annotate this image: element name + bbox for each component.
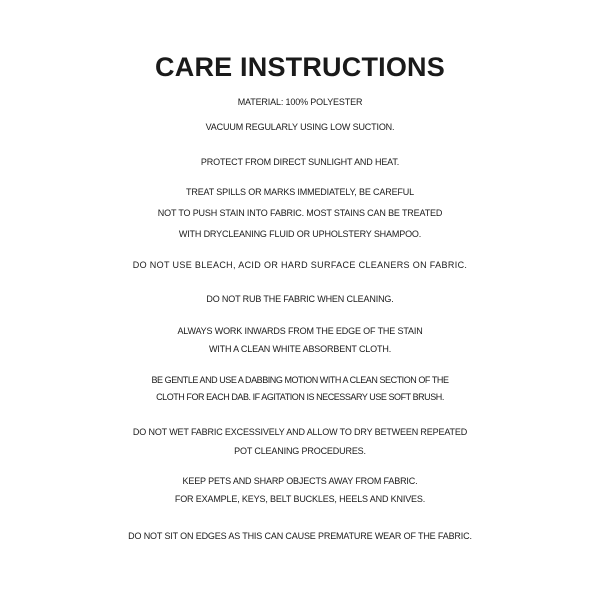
instruction-spills-line-2: NOT TO PUSH STAIN INTO FABRIC. MOST STAINS CAN BE TREATED	[157, 208, 443, 218]
instruction-vacuum: VACUUM REGULARLY USING LOW SUCTION.	[205, 122, 395, 132]
instruction-dabbing-line-2: CLOTH FOR EACH DAB. IF AGITATION IS NECESSARY USE SOFT BRUSH.	[156, 392, 444, 402]
instruction-bleach: DO NOT USE BLEACH, ACID OR HARD SURFACE CLEANERS ON FABRIC.	[132, 260, 468, 270]
instruction-spills-line-1: TREAT SPILLS OR MARKS IMMEDIATELY, BE CAREFUL	[186, 187, 414, 197]
instruction-sunlight: PROTECT FROM DIRECT SUNLIGHT AND HEAT.	[200, 157, 400, 167]
instruction-edge-line-2: WITH A CLEAN WHITE ABSORBENT CLOTH.	[208, 344, 392, 354]
instruction-dabbing-line-1: BE GENTLE AND USE A DABBING MOTION WITH A CLEAN SECTION OF THE	[151, 375, 449, 385]
instruction-pets-line-1: KEEP PETS AND SHARP OBJECTS AWAY FROM FABRIC.	[182, 476, 418, 486]
instruction-wet-line-1: DO NOT WET FABRIC EXCESSIVELY AND ALLOW TO DRY BETWEEN REPEATED	[132, 427, 468, 437]
material-line: MATERIAL: 100% POLYESTER	[237, 97, 363, 107]
instruction-wet-line-2: POT CLEANING PROCEDURES.	[234, 446, 366, 456]
instruction-edge-line-1: ALWAYS WORK INWARDS FROM THE EDGE OF THE STAIN	[177, 326, 423, 336]
instruction-edges: DO NOT SIT ON EDGES AS THIS CAN CAUSE PREMATURE WEAR OF THE FABRIC.	[128, 531, 472, 541]
page-title: CARE INSTRUCTIONS	[155, 52, 445, 82]
instruction-pets-line-2: FOR EXAMPLE, KEYS, BELT BUCKLES, HEELS AND KNIVES.	[174, 494, 426, 504]
instruction-rub: DO NOT RUB THE FABRIC WHEN CLEANING.	[206, 294, 394, 304]
instruction-spills-line-3: WITH DRYCLEANING FLUID OR UPHOLSTERY SHAMPOO.	[178, 229, 422, 239]
